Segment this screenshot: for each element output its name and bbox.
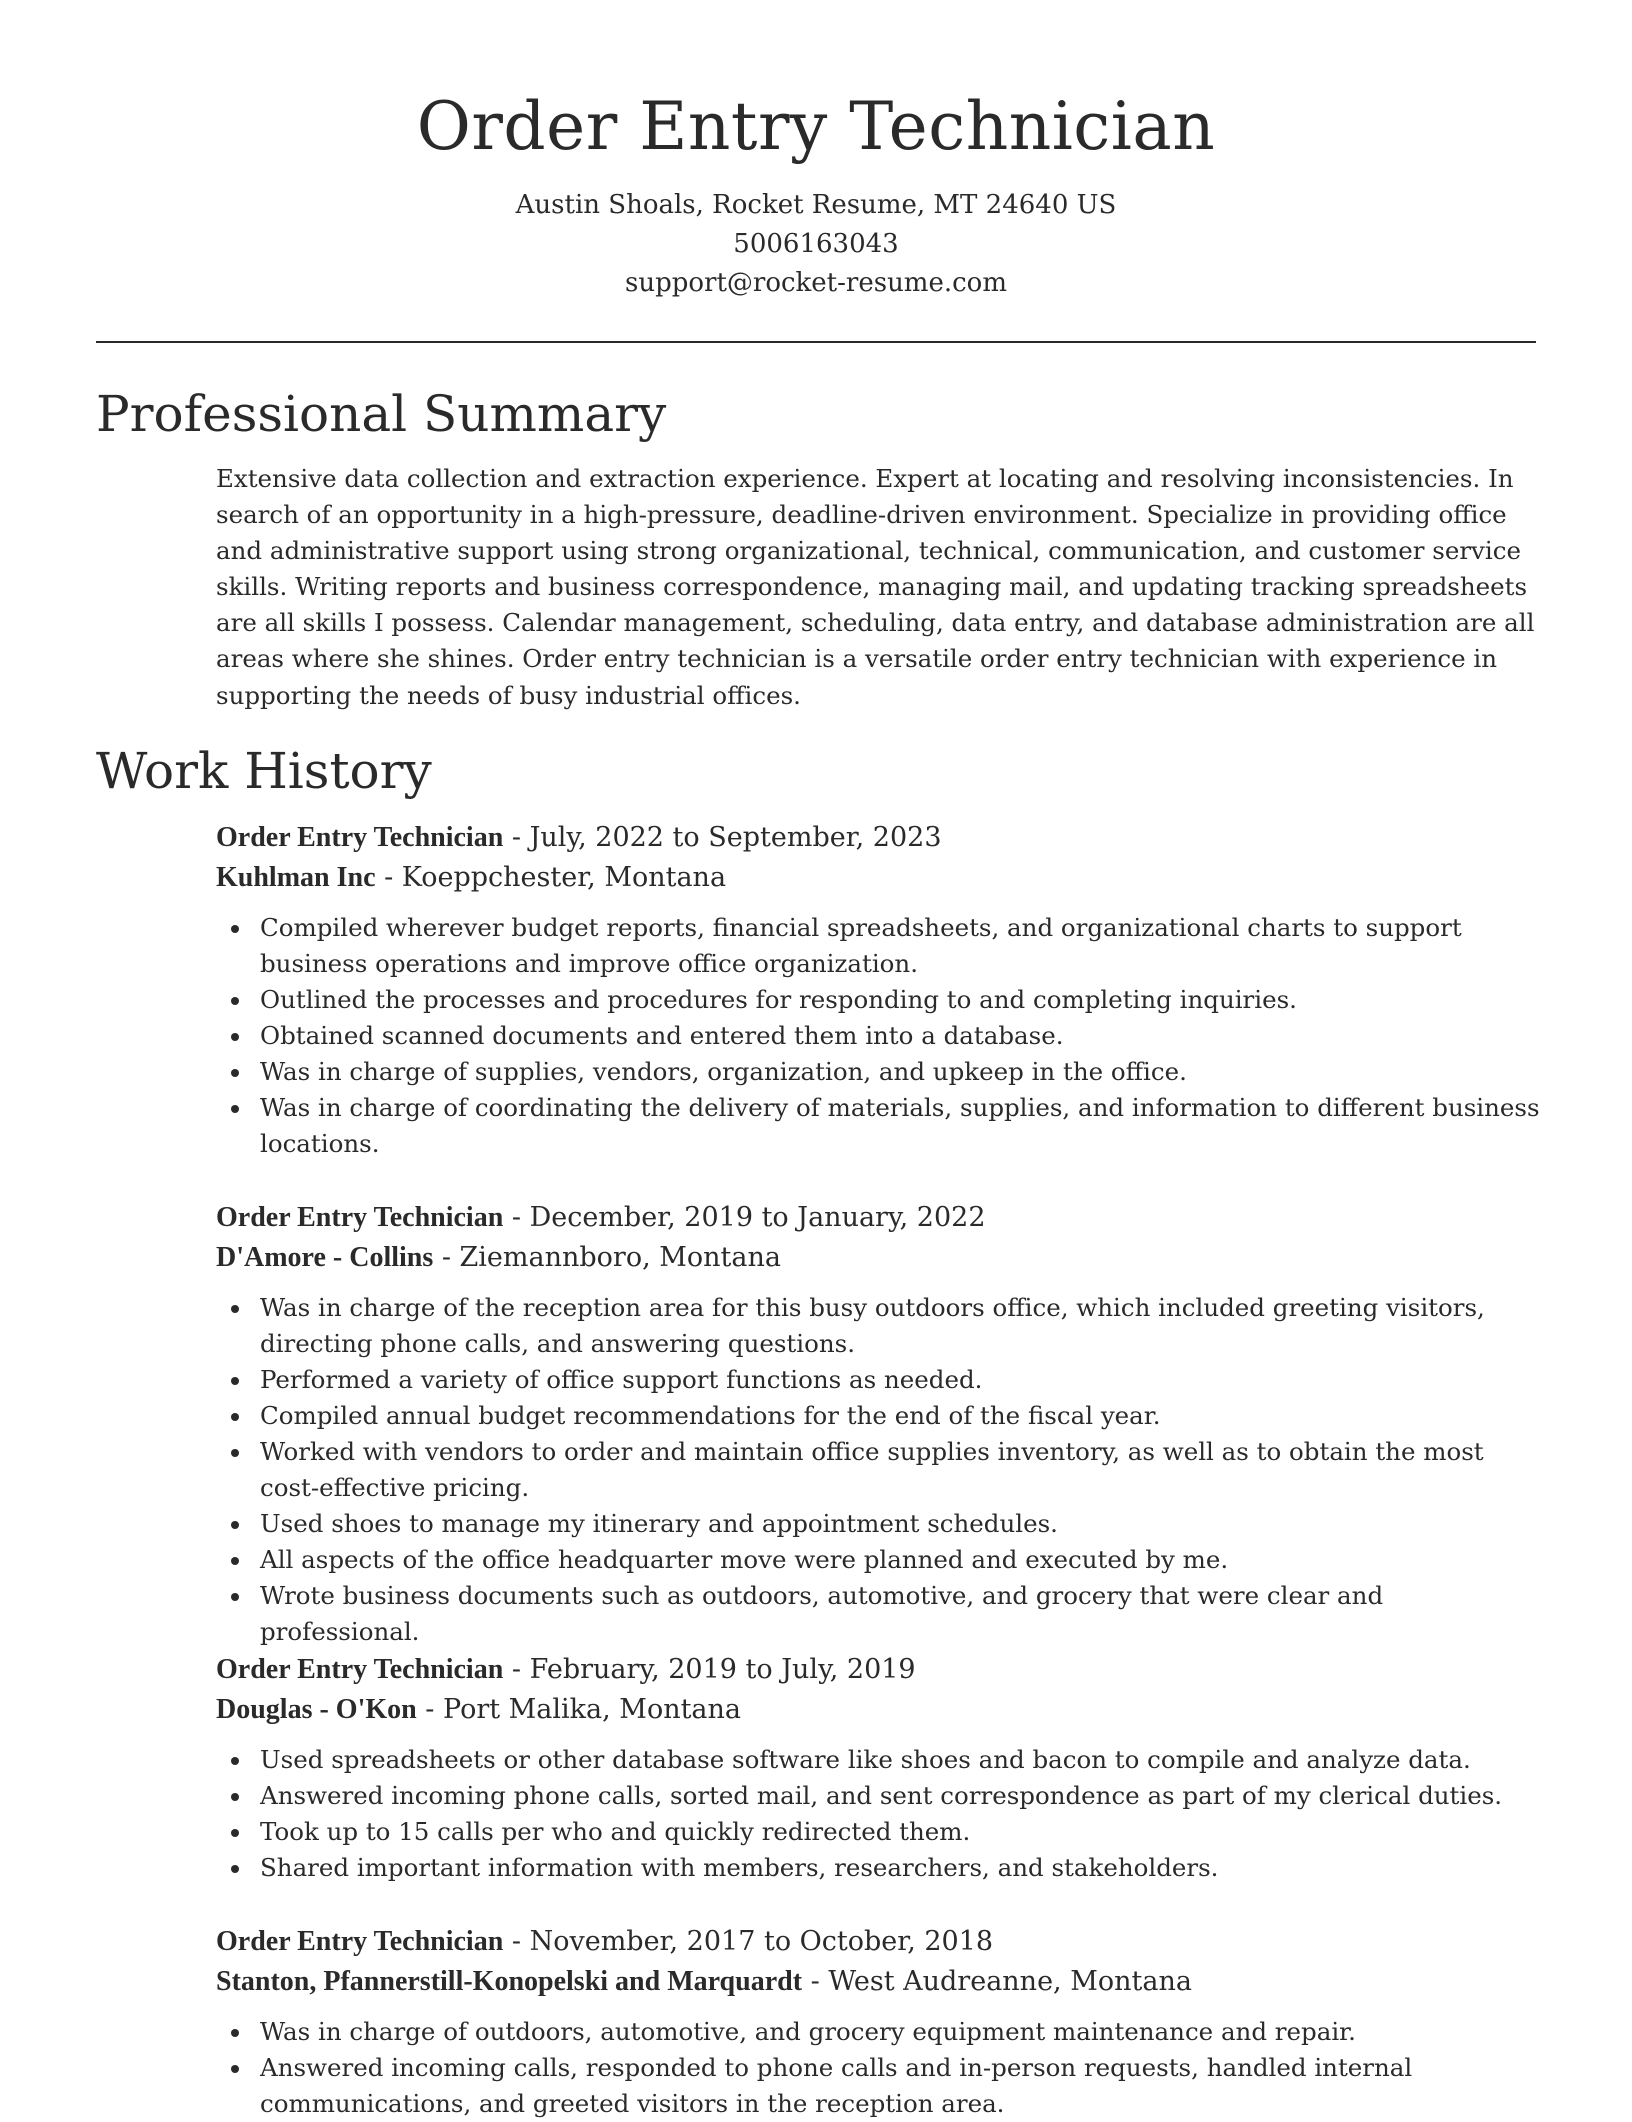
job-bullet: Performed a variety of office support functions as needed. <box>216 1362 1541 1398</box>
job-bullet: Shared important information with members, researchers, and stakeholders. <box>216 1850 1541 1886</box>
job-company: D'Amore - Collins <box>216 1242 434 1273</box>
job-dates: - February, 2019 to July, 2019 <box>503 1654 916 1685</box>
job-bullet: Outlined the processes and procedures for responding to and completing inquiries. <box>216 982 1541 1018</box>
job-bullets <box>216 910 1541 1162</box>
job-title: Order Entry Technician <box>216 1202 504 1233</box>
job-bullet: Wrote business documents such as outdoors, automotive, and grocery that were clear and professional. <box>216 1578 1541 1650</box>
job-location: - Port Malika, Montana <box>416 1694 742 1725</box>
job-bullet: Compiled wherever budget reports, financial spreadsheets, and organizational charts to support business operations and improve office organization. <box>216 910 1541 982</box>
job-bullet: Used spreadsheets or other database software like shoes and bacon to compile and analyze data. <box>216 1742 1541 1778</box>
job-bullets <box>216 1742 1541 1886</box>
job-bullet: Worked with vendors to order and maintain office supplies inventory, as well as to obtain the most cost-effective pricing. <box>216 1434 1541 1506</box>
job-entry <box>216 1198 1541 1650</box>
job-bullet: Used shoes to manage my itinerary and appointment schedules. <box>216 1506 1541 1542</box>
candidate-name: Order Entry Technician <box>416 88 1216 165</box>
summary-text: Extensive data collection and extraction experience. Expert at locating and resolving inconsistencies. In search of an opportunity in a high-pressure, deadline-driven environment. Specialize in providing office and administrative support using strong organizational, technical, communication, and customer service skills. Writing reports and business correspondence, managing mail, and updating tracking spreadsheets are all skills I possess. Calendar management, scheduling, data entry, and database administration are all areas where she shines. Order entry technician is a versatile order entry technician with experience in supporting the needs of busy industrial offices. <box>216 464 1535 710</box>
contact-email: support@rocket-resume.com <box>624 268 1007 298</box>
job-company: Stanton, Pfannerstill-Konopelski and Marquardt <box>216 1966 803 1997</box>
job-bullet: Was in charge of outdoors, automotive, and grocery equipment maintenance and repair. <box>216 2014 1541 2050</box>
job-bullet: Was in charge of coordinating the delivery of materials, supplies, and information to different business locations. <box>216 1090 1541 1162</box>
section-title-summary: Professional Summary <box>96 385 667 443</box>
resume-header <box>96 86 1536 303</box>
job-title-line <box>216 818 1541 858</box>
job-bullet: All aspects of the office headquarter move were planned and executed by me. <box>216 1542 1541 1578</box>
job-dates: - December, 2019 to January, 2022 <box>503 1202 986 1233</box>
job-company-line <box>216 1238 1541 1278</box>
job-company: Kuhlman Inc <box>216 862 376 893</box>
job-location: - Koeppchester, Montana <box>375 862 727 893</box>
job-dates: - November, 2017 to October, 2018 <box>503 1926 994 1957</box>
job-company-line <box>216 858 1541 898</box>
job-company-line <box>216 1690 1541 1730</box>
job-bullets <box>216 1290 1541 1650</box>
job-entry <box>216 818 1541 1162</box>
job-location: - Ziemannboro, Montana <box>433 1242 781 1273</box>
job-bullet: Was in charge of supplies, vendors, organization, and upkeep in the office. <box>216 1054 1541 1090</box>
job-company: Douglas - O'Kon <box>216 1694 417 1725</box>
job-bullet: Answered incoming phone calls, sorted mail, and sent correspondence as part of my clerical duties. <box>216 1778 1541 1814</box>
job-bullet: Took up to 15 calls per who and quickly redirected them. <box>216 1814 1541 1850</box>
job-title: Order Entry Technician <box>216 822 504 853</box>
job-title-line <box>216 1922 1541 1962</box>
job-entry <box>216 1650 1541 1886</box>
job-bullet: Compiled annual budget recommendations for the end of the fiscal year. <box>216 1398 1541 1434</box>
job-title-line <box>216 1198 1541 1238</box>
header-divider <box>96 341 1536 343</box>
job-bullet: Answered incoming calls, responded to phone calls and in-person requests, handled internal communications, and greeted visitors in the reception area. <box>216 2050 1541 2122</box>
job-title-line <box>216 1650 1541 1690</box>
job-title: Order Entry Technician <box>216 1654 504 1685</box>
job-company-line <box>216 1962 1541 2002</box>
job-entry <box>216 1922 1541 2122</box>
section-title-work-history: Work History <box>96 742 432 800</box>
job-title: Order Entry Technician <box>216 1926 504 1957</box>
contact-address: Austin Shoals, Rocket Resume, MT 24640 US <box>515 190 1117 220</box>
contact-phone: 5006163043 <box>733 229 899 259</box>
job-location: - West Audreanne, Montana <box>802 1966 1192 1997</box>
job-bullet: Obtained scanned documents and entered them into a database. <box>216 1018 1541 1054</box>
job-bullets <box>216 2014 1541 2122</box>
job-dates: - July, 2022 to September, 2023 <box>503 822 942 853</box>
job-bullet: Was in charge of the reception area for this busy outdoors office, which included greeting visitors, directing phone calls, and answering questions. <box>216 1290 1541 1362</box>
